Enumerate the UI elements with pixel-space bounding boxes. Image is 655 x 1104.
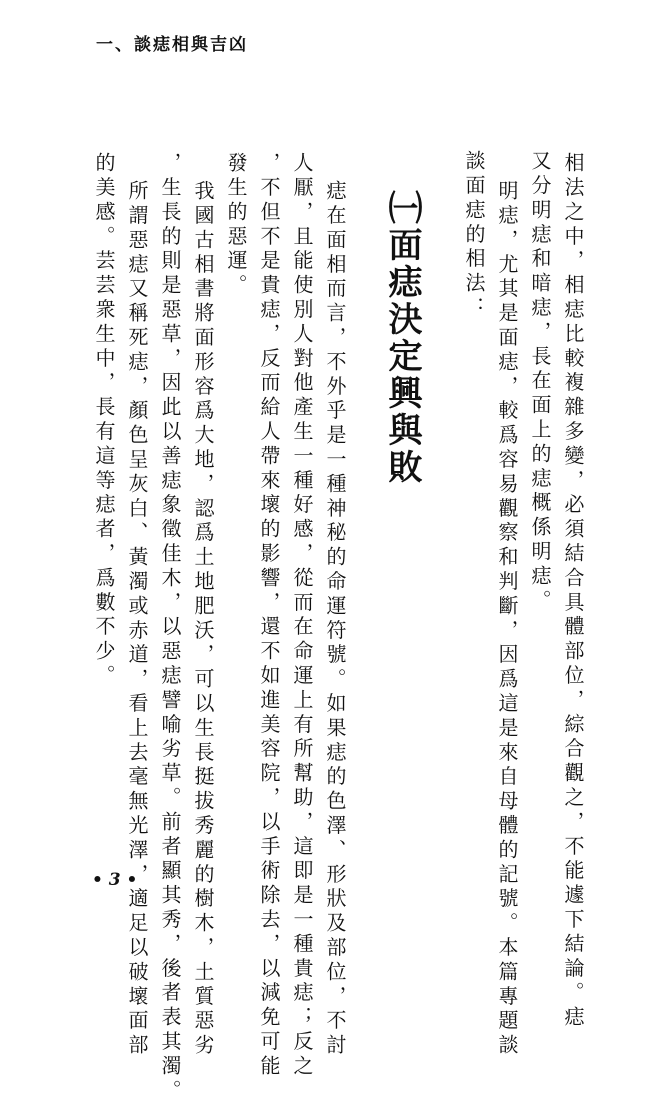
text-column-2: 又分明痣和暗痣，長在面上的痣概係明痣。 — [528, 150, 552, 614]
text-column-11: 所謂惡痣又稱死痣，顏色呈灰白、黃濁或赤道，看上去毫無光澤，適足以破壞面部 — [125, 180, 149, 1059]
text-column-8: 發生的惡運。 — [224, 152, 248, 299]
running-header: 一、談痣相與吉凶 — [96, 35, 248, 55]
text-column-10: ，生長的則是惡草，因此以善痣象徵佳木，以惡痣譬喻劣草。前者顯其秀，後者表其濁。 — [158, 152, 182, 1104]
text-column-6: 人厭，且能使別人對他產生一種好感，從而在命運上有所幫助，這即是一種貴痣；反之 — [290, 152, 314, 1080]
page-number: • 3 • — [92, 870, 138, 890]
text-column-1: 相法之中，相痣比較複雜多變，必須結合具體部位，綜合觀之，不能遽下結論。痣 — [561, 152, 585, 1031]
text-column-9: 我國古相書將面形容爲大地，認爲土地肥沃，可以生長挺拔秀麗的樹木，土質惡劣 — [191, 180, 215, 1059]
text-column-12: 的美感。芸芸衆生中，長有這等痣者，爲數不少。 — [92, 152, 116, 689]
text-column-7: ，不但不是貴痣，反而給人帶來壞的影響，還不如進美容院，以手術除去，以減免可能 — [257, 152, 281, 1080]
text-column-4: 談面痣的相法： — [462, 150, 486, 321]
section-heading: ㈠面痣決定興與敗 — [382, 190, 422, 486]
text-column-5: 痣在面相而言，不外乎是一種神秘的命運符號。如果痣的色澤、形狀及部位，不討 — [323, 180, 347, 1059]
text-column-3: 明痣，尤其是面痣，較爲容易觀察和判斷，因爲這是來自母體的記號。本篇專題談 — [495, 180, 519, 1059]
